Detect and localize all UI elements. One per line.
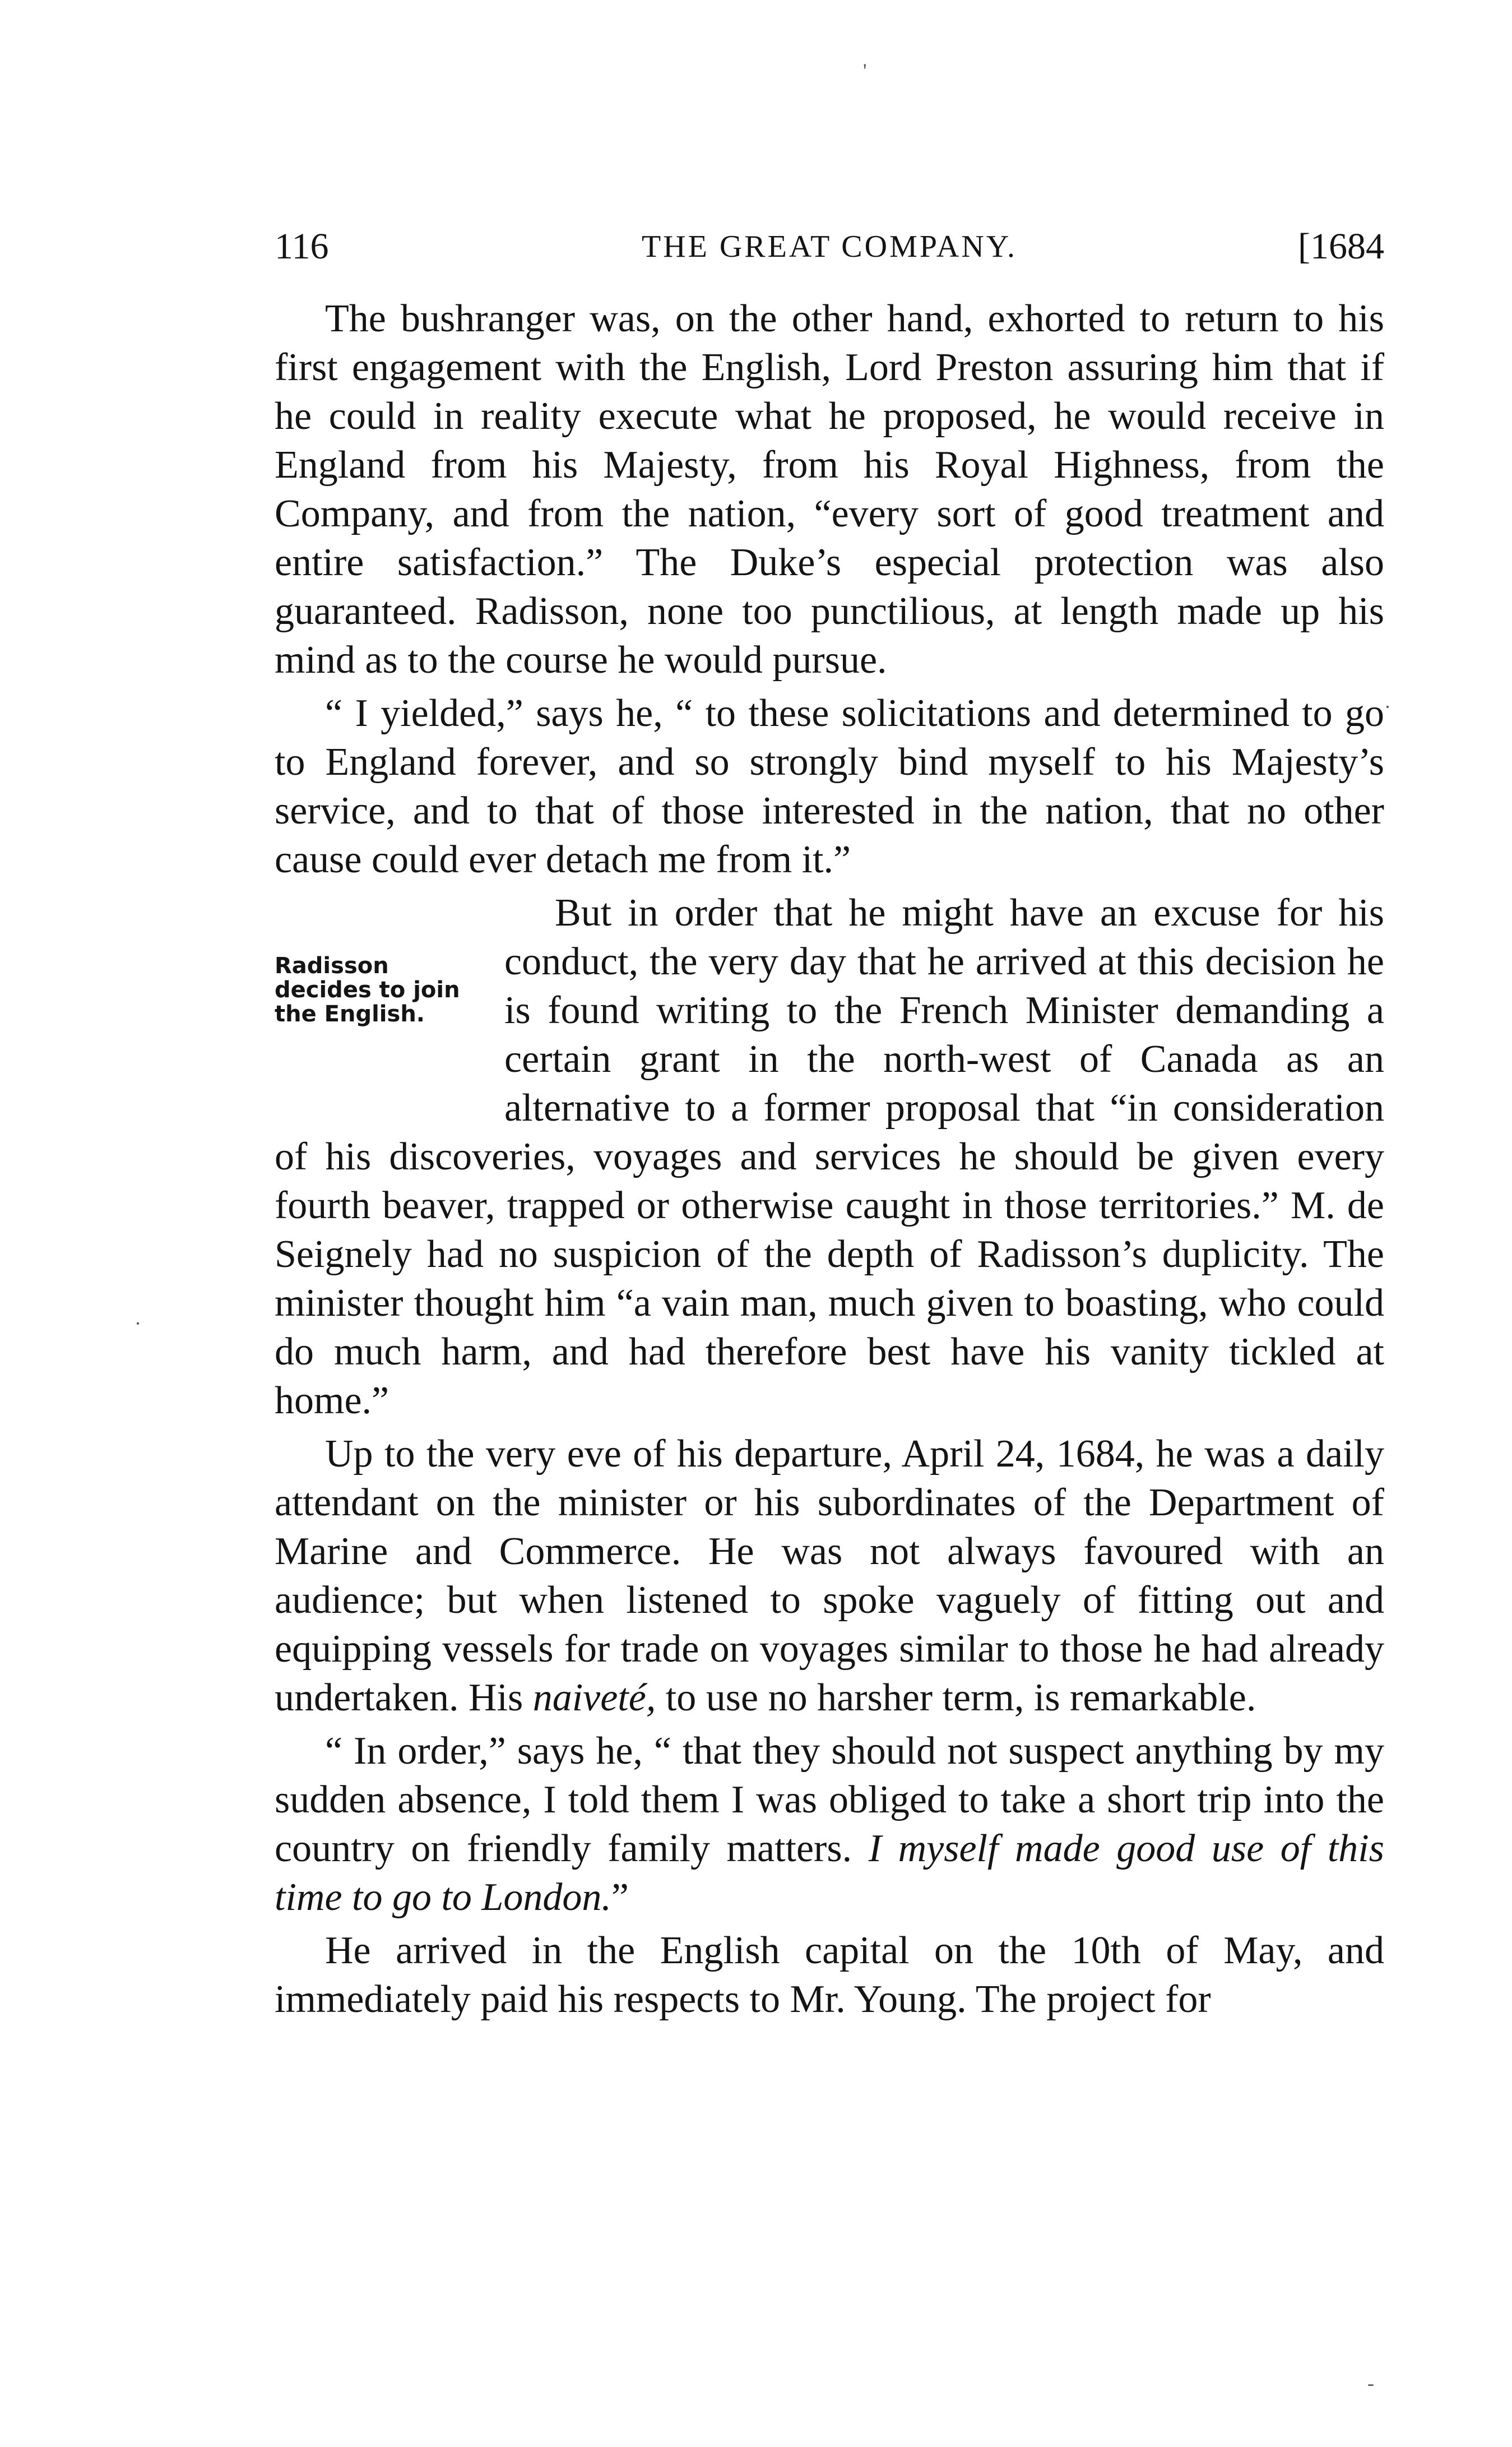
italic-london: I myself made good use of this time to go to London. bbox=[275, 1827, 1384, 1919]
page-header bbox=[275, 221, 1384, 272]
running-title: THE GREAT COMPANY. bbox=[642, 229, 1017, 264]
margin-note: Radisson decides to join the English. bbox=[275, 953, 460, 1027]
margin-note-block bbox=[275, 937, 504, 1128]
paragraph-3-text: But in order that he might have an excuse for his conduct, the very day that he arrived at this decision he is found writing to the French Minister demanding a certain grant in the north-west of Canada as an alternative to a former proposal that “in consideration of his discoveries, voyages and services he should be given every fourth beaver, trapped or otherwise caught in those territories.” M. de Seignely had no suspicion of the depth of Radisson’s duplicity. The minister thought him “a vain man, much given to boasting, who could do much harm, and had therefore best have his vanity tickled at home.” bbox=[275, 891, 1384, 1422]
page-number: 116 bbox=[275, 226, 329, 267]
page-body bbox=[275, 294, 1384, 2024]
paragraph-1: The bushranger was, on the other hand, exhorted to return to his first engagement with the English, Lord Preston assuring him that if he could in reality execute what he proposed, he would receive in England from his Majesty, from his Royal Highness, from the Company, and from the nation, “every sort of good treatment and entire satisfaction.” The Duke’s especial protection was also guaranteed. Radisson, none too punctilious, at length made up his mind as to the course he would pursue. bbox=[275, 297, 1384, 682]
stray-mark: - bbox=[1367, 2372, 1374, 2394]
header-year: [1684 bbox=[1298, 226, 1384, 267]
paragraph-6: He arrived in the English capital on the 10th of May, and immediately paid his respects to Mr. Young. The project for bbox=[275, 1929, 1384, 2021]
paragraph-4 bbox=[275, 1430, 1384, 1722]
italic-naivete: naiveté, bbox=[532, 1676, 656, 1719]
paragraph-2: “ I yielded,” says he, “ to these solicitations and determined to go to England forever, and so strongly bind myself to his Majesty’s service, and to that of those interested in the nation, that no other cause could ever detach me from it.” bbox=[275, 692, 1384, 881]
stray-mark: · bbox=[1384, 696, 1391, 718]
paragraph-5 bbox=[275, 1727, 1384, 1922]
paragraph-5-text: “ In order,” says he, “ that they should not suspect anything by my sudden absence, I told them I was obliged to take a short trip into the country on friendly family matters. bbox=[275, 1729, 1384, 1870]
paragraph-4-text: Up to the very eve of his departure, April 24, 1684, he was a daily attendant on the minister or his subordinates of the Department of Marine and Commerce. He was not always favoured with an audience; but when listened to spoke vaguely of fitting out and equipping vessels for trade on voyages similar to those he had already undertaken. His bbox=[275, 1432, 1384, 1719]
stray-mark: ' bbox=[863, 59, 867, 82]
paragraph-3 bbox=[275, 889, 1384, 1425]
paragraph-5-text-end: ” bbox=[611, 1876, 629, 1919]
paragraph-4-text-end: to use no harsher term, is remarkable. bbox=[656, 1676, 1256, 1719]
stray-mark: · bbox=[134, 1312, 141, 1335]
